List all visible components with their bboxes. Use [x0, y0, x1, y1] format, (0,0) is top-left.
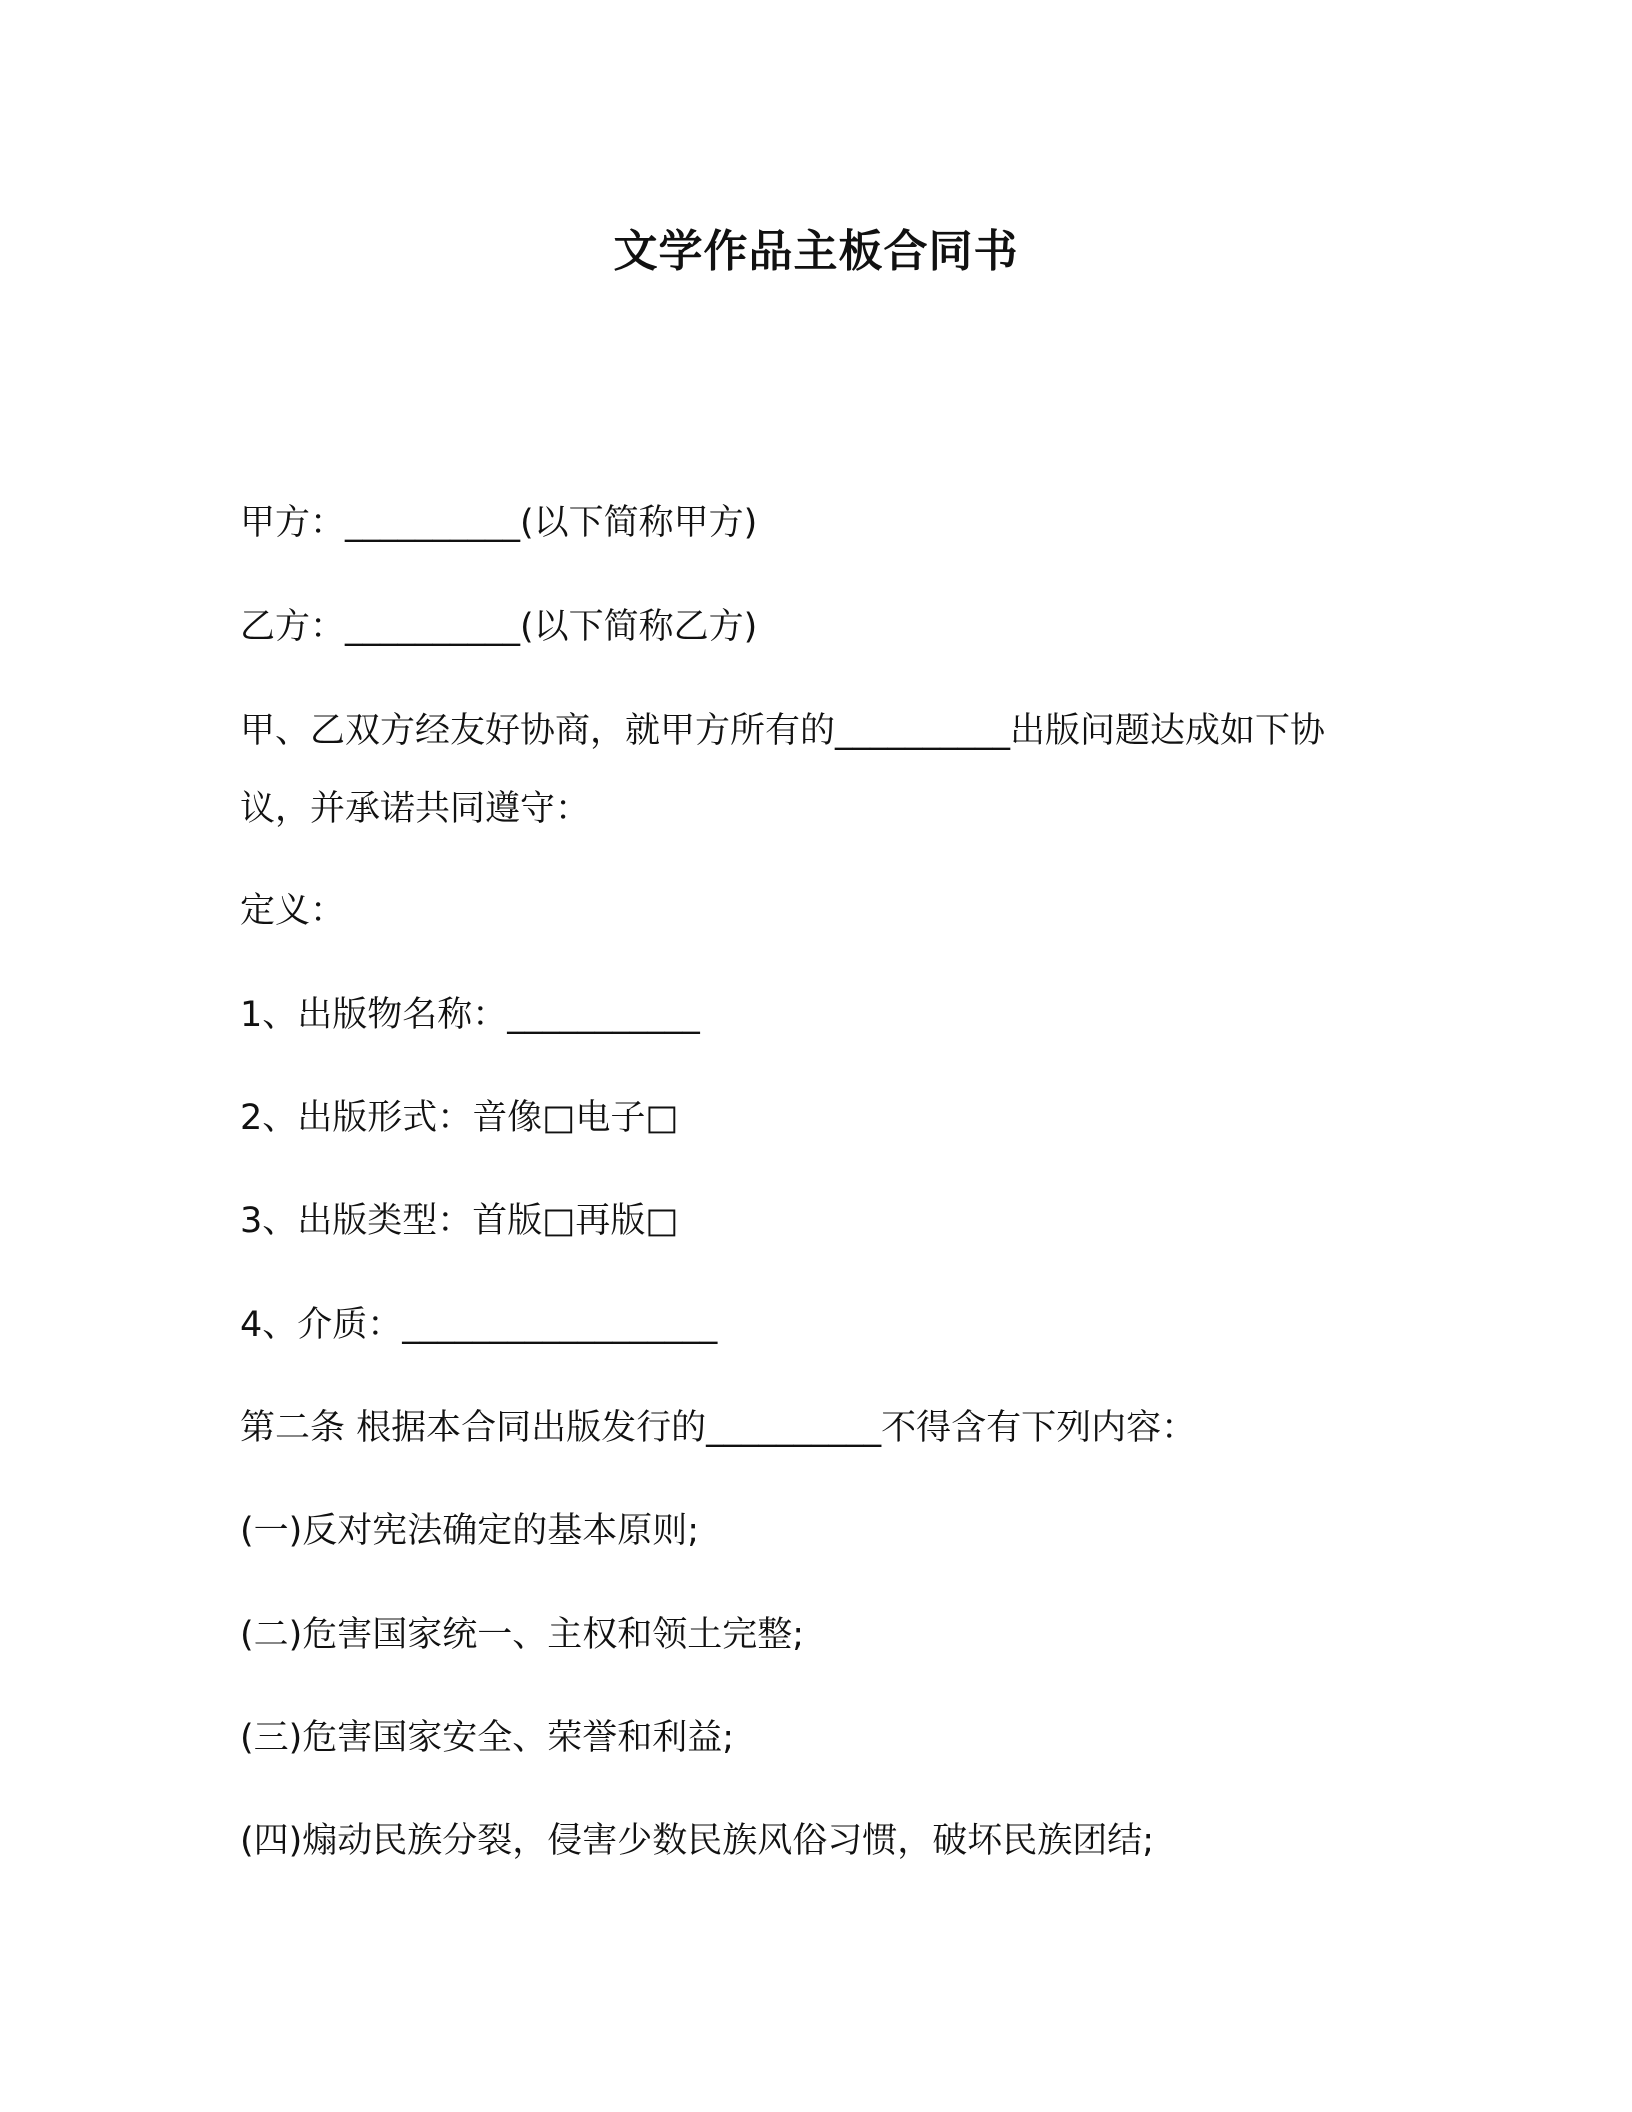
- party-a-line: 甲方：__________(以下简称甲方): [240, 503, 758, 543]
- definition-item-1: 1、出版物名称：___________: [240, 995, 700, 1035]
- clause-1: (一)反对宪法确定的基本原则;: [240, 1511, 700, 1551]
- article-2-heading: 第二条 根据本合同出版发行的__________不得含有下列内容：: [240, 1408, 1197, 1448]
- definition-item-4: 4、介质：__________________: [240, 1305, 718, 1345]
- party-b-line: 乙方：__________(以下简称乙方): [240, 607, 758, 647]
- clause-4: (四)煽动民族分裂，侵害少数民族风俗习惯，破坏民族团结;: [240, 1821, 1155, 1861]
- document-title: 文学作品主板合同书: [613, 226, 1019, 277]
- intro-paragraph: 甲、乙双方经友好协商，就甲方所有的__________出版问题达成如下协议，并承诺共同遵守：: [240, 711, 1326, 829]
- definition-item-3: 3、出版类型：首版□再版□: [240, 1201, 679, 1241]
- definitions-heading: 定义：: [240, 891, 346, 931]
- definition-item-2: 2、出版形式：音像□电子□: [240, 1098, 679, 1138]
- clause-2: (二)危害国家统一、主权和领土完整;: [240, 1615, 805, 1655]
- clause-3: (三)危害国家安全、荣誉和利益;: [240, 1718, 735, 1758]
